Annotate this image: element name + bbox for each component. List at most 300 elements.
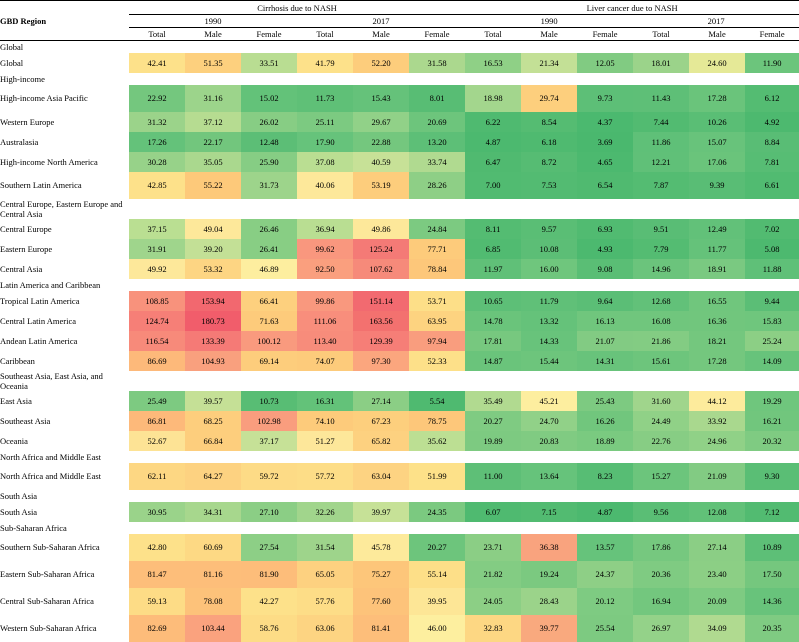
heatmap-cell: 20.83 <box>521 431 577 451</box>
heatmap-cell: 14.36 <box>745 588 799 615</box>
heatmap-cell: 21.86 <box>633 331 689 351</box>
heatmap-cell: 5.54 <box>409 391 465 411</box>
heatmap-cell: 24.35 <box>409 502 465 522</box>
heatmap-cell: 16.55 <box>689 291 745 311</box>
region-label: High-income North America <box>0 156 98 167</box>
table-row <box>0 259 799 279</box>
heatmap-cell: 21.07 <box>577 331 633 351</box>
heatmap-cell: 33.74 <box>409 152 465 172</box>
heatmap-cell: 45.21 <box>521 391 577 411</box>
heatmap-cell: 6.22 <box>465 112 521 132</box>
heatmap-cell: 23.40 <box>689 561 745 588</box>
heatmap-cell: 12.05 <box>577 53 633 73</box>
heatmap-cell: 78.75 <box>409 411 465 431</box>
heatmap-cell: 25.24 <box>745 331 799 351</box>
heatmap-cell: 153.94 <box>185 291 241 311</box>
table-row <box>0 588 799 615</box>
heatmap-cell: 20.09 <box>689 588 745 615</box>
heatmap-cell: 63.95 <box>409 311 465 331</box>
group-row-filler <box>129 451 799 463</box>
heatmap-cell: 124.74 <box>129 311 185 331</box>
heatmap-cell: 12.08 <box>689 502 745 522</box>
table-group-row <box>0 522 799 534</box>
heatmap-cell: 14.78 <box>465 311 521 331</box>
heatmap-cell: 7.15 <box>521 502 577 522</box>
heatmap-cell: 35.05 <box>185 152 241 172</box>
heatmap-cell: 116.54 <box>129 331 185 351</box>
heatmap-cell: 63.04 <box>353 463 409 490</box>
group-label: Southeast Asia, East Asia, and Oceania <box>0 370 103 391</box>
heatmap-cell: 108.85 <box>129 291 185 311</box>
heatmap-cell: 66.41 <box>241 291 297 311</box>
heatmap-cell: 7.02 <box>745 219 799 239</box>
heatmap-cell: 17.06 <box>689 152 745 172</box>
heatmap-cell: 16.21 <box>745 411 799 431</box>
table-group-row <box>0 199 799 219</box>
group-label: High-income <box>0 73 45 84</box>
header-sex-7: Male <box>521 28 577 41</box>
heatmap-cell: 6.47 <box>465 152 521 172</box>
heatmap-cell: 8.01 <box>409 85 465 112</box>
heatmap-cell: 23.71 <box>465 534 521 561</box>
heatmap-cell: 20.69 <box>409 112 465 132</box>
heatmap-cell: 18.91 <box>689 259 745 279</box>
heatmap-cell: 81.41 <box>353 615 409 642</box>
header-liver-cancer-nash: Liver cancer due to NASH <box>465 1 799 15</box>
heatmap-cell: 8.23 <box>577 463 633 490</box>
heatmap-cell: 17.81 <box>465 331 521 351</box>
heatmap-cell: 133.39 <box>185 331 241 351</box>
header-sex-4: Male <box>353 28 409 41</box>
heatmap-cell: 82.69 <box>129 615 185 642</box>
header-region-col: GBD Region <box>0 1 129 41</box>
heatmap-cell: 16.00 <box>521 259 577 279</box>
heatmap-cell: 16.26 <box>577 411 633 431</box>
heatmap-cell: 31.58 <box>409 53 465 73</box>
heatmap-cell: 9.51 <box>633 219 689 239</box>
heatmap-cell: 64.27 <box>185 463 241 490</box>
heatmap-cell: 39.57 <box>185 391 241 411</box>
heatmap-cell: 11.77 <box>689 239 745 259</box>
group-row-filler <box>129 279 799 291</box>
heatmap-cell: 26.02 <box>241 112 297 132</box>
table-row <box>0 331 799 351</box>
heatmap-cell: 99.62 <box>297 239 353 259</box>
heatmap-cell: 8.72 <box>521 152 577 172</box>
heatmap-cell: 78.84 <box>409 259 465 279</box>
heatmap-cell: 11.97 <box>465 259 521 279</box>
heatmap-cell: 31.60 <box>633 391 689 411</box>
heatmap-cell: 31.54 <box>297 534 353 561</box>
heatmap-cell: 16.36 <box>689 311 745 331</box>
header-sex-2: Female <box>241 28 297 41</box>
heatmap-cell: 25.49 <box>129 391 185 411</box>
heatmap-cell: 12.48 <box>241 132 297 152</box>
heatmap-cell: 75.27 <box>353 561 409 588</box>
region-label: Global <box>0 57 24 68</box>
heatmap-cell: 31.91 <box>129 239 185 259</box>
heatmap-cell: 30.28 <box>129 152 185 172</box>
region-label: Central Asia <box>0 263 43 274</box>
heatmap-cell: 11.73 <box>297 85 353 112</box>
heatmap-cell: 10.26 <box>689 112 745 132</box>
table-row <box>0 311 799 331</box>
heatmap-cell: 100.12 <box>241 331 297 351</box>
heatmap-cell: 9.73 <box>577 85 633 112</box>
heatmap-cell: 37.08 <box>297 152 353 172</box>
heatmap-cell: 4.65 <box>577 152 633 172</box>
heatmap-cell: 28.43 <box>521 588 577 615</box>
table-header <box>0 1 799 41</box>
heatmap-cell: 9.44 <box>745 291 799 311</box>
region-label: Southern Latin America <box>0 180 82 190</box>
heatmap-cell: 4.37 <box>577 112 633 132</box>
region-label: Central Latin America <box>0 315 76 326</box>
heatmap-cell: 18.89 <box>577 431 633 451</box>
heatmap-cell: 5.08 <box>745 239 799 259</box>
table-row <box>0 615 799 642</box>
heatmap-cell: 31.16 <box>185 85 241 112</box>
region-label: Western Sub-Saharan Africa <box>0 623 97 633</box>
region-label: Central Sub-Saharan Africa <box>0 596 94 606</box>
heatmap-cell: 20.12 <box>577 588 633 615</box>
heatmap-cell: 24.49 <box>633 411 689 431</box>
heatmap-cell: 51.35 <box>185 53 241 73</box>
heatmap-cell: 37.15 <box>129 219 185 239</box>
heatmap-cell: 7.53 <box>521 172 577 199</box>
heatmap-cell: 11.86 <box>633 132 689 152</box>
heatmap-cell: 16.31 <box>297 391 353 411</box>
heatmap-cell: 30.95 <box>129 502 185 522</box>
heatmap-cell: 9.39 <box>689 172 745 199</box>
heatmap-cell: 9.57 <box>521 219 577 239</box>
heatmap-cell: 11.43 <box>633 85 689 112</box>
table-group-row <box>0 371 799 391</box>
table-row <box>0 502 799 522</box>
heatmap-cell: 14.96 <box>633 259 689 279</box>
heatmap-cell: 12.49 <box>689 219 745 239</box>
heatmap-cell: 11.79 <box>521 291 577 311</box>
heatmap-cell: 4.93 <box>577 239 633 259</box>
heatmap-cell: 42.41 <box>129 53 185 73</box>
heatmap-cell: 35.49 <box>465 391 521 411</box>
heatmap-cell: 42.80 <box>129 534 185 561</box>
heatmap-cell: 36.38 <box>521 534 577 561</box>
heatmap-cell: 25.90 <box>241 152 297 172</box>
region-label: Eastern Europe <box>0 243 53 254</box>
region-label: Andean Latin America <box>0 335 78 346</box>
table-row <box>0 411 799 431</box>
heatmap-cell: 7.12 <box>745 502 799 522</box>
heatmap-cell: 10.89 <box>745 534 799 561</box>
heatmap-cell: 26.46 <box>241 219 297 239</box>
heatmap-cell: 55.22 <box>185 172 241 199</box>
header-sex-0: Total <box>129 28 185 41</box>
heatmap-cell: 6.12 <box>745 85 799 112</box>
header-sex-8: Female <box>577 28 633 41</box>
group-row-filler <box>129 73 799 85</box>
heatmap-cell: 67.23 <box>353 411 409 431</box>
heatmap-cell: 99.86 <box>297 291 353 311</box>
heatmap-cell: 49.04 <box>185 219 241 239</box>
heatmap-cell: 21.09 <box>689 463 745 490</box>
heatmap-cell: 81.90 <box>241 561 297 588</box>
heatmap-cell: 49.86 <box>353 219 409 239</box>
heatmap-cell: 42.27 <box>241 588 297 615</box>
heatmap-cell: 36.94 <box>297 219 353 239</box>
heatmap-cell: 4.87 <box>577 502 633 522</box>
table-row <box>0 239 799 259</box>
heatmap-cell: 15.61 <box>633 351 689 371</box>
heatmap-cell: 125.24 <box>353 239 409 259</box>
heatmap-cell: 27.14 <box>353 391 409 411</box>
heatmap-cell: 31.73 <box>241 172 297 199</box>
region-label: Southern Sub-Saharan Africa <box>0 542 100 552</box>
heatmap-cell: 46.00 <box>409 615 465 642</box>
table-row <box>0 351 799 371</box>
region-label: Tropical Latin America <box>0 295 80 306</box>
heatmap-cell: 32.26 <box>297 502 353 522</box>
group-label: Global <box>0 41 24 52</box>
heatmap-cell: 8.84 <box>745 132 799 152</box>
heatmap-cell: 17.26 <box>129 132 185 152</box>
heatmap-cell: 15.27 <box>633 463 689 490</box>
heatmap-cell: 29.74 <box>521 85 577 112</box>
header-sex-5: Female <box>409 28 465 41</box>
heatmap-cell: 18.01 <box>633 53 689 73</box>
heatmap-cell: 25.11 <box>297 112 353 132</box>
header-row-disease <box>0 1 799 15</box>
group-row-filler <box>129 522 799 534</box>
table-row <box>0 291 799 311</box>
table-row <box>0 561 799 588</box>
heatmap-cell: 57.72 <box>297 463 353 490</box>
heatmap-cell: 68.25 <box>185 411 241 431</box>
region-label: East Asia <box>0 395 32 406</box>
table-row <box>0 53 799 73</box>
heatmap-cell: 9.08 <box>577 259 633 279</box>
heatmap-cell: 15.83 <box>745 311 799 331</box>
group-label: Sub-Saharan Africa <box>0 522 67 533</box>
table-row <box>0 463 799 490</box>
heatmap-cell: 51.99 <box>409 463 465 490</box>
heatmap-cell: 86.69 <box>129 351 185 371</box>
heatmap-cell: 24.70 <box>521 411 577 431</box>
heatmap-cell: 3.69 <box>577 132 633 152</box>
heatmap-cell: 102.98 <box>241 411 297 431</box>
heatmap-cell: 18.98 <box>465 85 521 112</box>
table-row <box>0 534 799 561</box>
heatmap-cell: 21.34 <box>521 53 577 73</box>
heatmap-cell: 9.30 <box>745 463 799 490</box>
heatmap-cell: 14.87 <box>465 351 521 371</box>
table-row <box>0 172 799 199</box>
heatmap-cell: 14.33 <box>521 331 577 351</box>
heatmap-cell: 77.71 <box>409 239 465 259</box>
table-group-row <box>0 41 799 53</box>
heatmap-cell: 24.96 <box>689 431 745 451</box>
heatmap-cell: 86.81 <box>129 411 185 431</box>
heatmap-cell: 74.10 <box>297 411 353 431</box>
heatmap-cell: 6.61 <box>745 172 799 199</box>
heatmap-cell: 52.33 <box>409 351 465 371</box>
heatmap-cell: 24.37 <box>577 561 633 588</box>
heatmap-cell: 32.83 <box>465 615 521 642</box>
heatmap-cell: 37.17 <box>241 431 297 451</box>
region-label: Western Europe <box>0 116 55 127</box>
heatmap-cell: 46.89 <box>241 259 297 279</box>
heatmap-cell: 31.32 <box>129 112 185 132</box>
heatmap-cell: 151.14 <box>353 291 409 311</box>
header-year-liver-2017: 2017 <box>633 15 799 28</box>
heatmap-cell: 7.44 <box>633 112 689 132</box>
heatmap-cell: 103.44 <box>185 615 241 642</box>
heatmap-cell: 20.32 <box>745 431 799 451</box>
group-row-filler <box>129 490 799 502</box>
table-row <box>0 152 799 172</box>
heatmap-cell: 10.73 <box>241 391 297 411</box>
heatmap-cell: 63.06 <box>297 615 353 642</box>
heatmap-cell: 4.92 <box>745 112 799 132</box>
heatmap-cell: 12.21 <box>633 152 689 172</box>
heatmap-cell: 45.78 <box>353 534 409 561</box>
heatmap-cell: 8.54 <box>521 112 577 132</box>
header-sex-3: Total <box>297 28 353 41</box>
heatmap-cell: 25.43 <box>577 391 633 411</box>
heatmap-cell: 40.06 <box>297 172 353 199</box>
header-year-liver-1990: 1990 <box>465 15 633 28</box>
heatmap-cell: 97.30 <box>353 351 409 371</box>
heatmap-cell: 20.36 <box>633 561 689 588</box>
heatmap-cell: 39.20 <box>185 239 241 259</box>
heatmap-cell: 74.07 <box>297 351 353 371</box>
group-label: Central Europe, Eastern Europe and Central Asia <box>0 198 123 219</box>
heatmap-cell: 8.11 <box>465 219 521 239</box>
heatmap-cell: 77.60 <box>353 588 409 615</box>
heatmap-cell: 12.68 <box>633 291 689 311</box>
heatmap-cell: 55.14 <box>409 561 465 588</box>
heatmap-cell: 26.97 <box>633 615 689 642</box>
heatmap-cell: 16.94 <box>633 588 689 615</box>
heatmap-cell: 53.32 <box>185 259 241 279</box>
header-cirrhosis-nash: Cirrhosis due to NASH <box>129 1 465 15</box>
heatmap-cell: 180.73 <box>185 311 241 331</box>
region-label: Australasia <box>0 136 39 147</box>
heatmap-cell: 107.62 <box>353 259 409 279</box>
header-sex-1: Male <box>185 28 241 41</box>
heatmap-cell: 37.12 <box>185 112 241 132</box>
header-sex-6: Total <box>465 28 521 41</box>
heatmap-cell: 22.76 <box>633 431 689 451</box>
heatmap-cell: 7.00 <box>465 172 521 199</box>
heatmap-cell: 14.09 <box>745 351 799 371</box>
region-label: North Africa and Middle East <box>0 471 102 481</box>
heatmap-cell: 41.79 <box>297 53 353 73</box>
header-year-cirrhosis-1990: 1990 <box>129 15 297 28</box>
heatmap-cell: 20.27 <box>409 534 465 561</box>
heatmap-cell: 78.08 <box>185 588 241 615</box>
heatmap-cell: 92.50 <box>297 259 353 279</box>
heatmap-cell: 17.86 <box>633 534 689 561</box>
heatmap-cell: 15.44 <box>521 351 577 371</box>
table-row <box>0 112 799 132</box>
heatmap-cell: 97.94 <box>409 331 465 351</box>
table-row <box>0 431 799 451</box>
heatmap-cell: 28.26 <box>409 172 465 199</box>
heatmap-cell: 17.50 <box>745 561 799 588</box>
table-group-row <box>0 490 799 502</box>
heatmap-cell: 17.90 <box>297 132 353 152</box>
group-label: South Asia <box>0 490 38 501</box>
group-row-filler <box>129 41 799 53</box>
table-group-row <box>0 279 799 291</box>
table-group-row <box>0 451 799 463</box>
heatmap-cell: 13.32 <box>521 311 577 331</box>
heatmap-cell: 7.79 <box>633 239 689 259</box>
heatmap-cell: 6.18 <box>521 132 577 152</box>
heatmap-cell: 22.88 <box>353 132 409 152</box>
heatmap-cell: 19.89 <box>465 431 521 451</box>
heatmap-cell: 60.69 <box>185 534 241 561</box>
heatmap-cell: 163.56 <box>353 311 409 331</box>
heatmap-cell: 17.28 <box>689 351 745 371</box>
group-label: Latin America and Caribbean <box>0 279 101 290</box>
heatmap-cell: 29.67 <box>353 112 409 132</box>
heatmap-cell: 39.97 <box>353 502 409 522</box>
heatmap-cell: 51.27 <box>297 431 353 451</box>
heatmap-cell: 58.76 <box>241 615 297 642</box>
heatmap-cell: 111.06 <box>297 311 353 331</box>
heatmap-cell: 104.93 <box>185 351 241 371</box>
heatmap-cell: 4.87 <box>465 132 521 152</box>
group-label: North Africa and Middle East <box>0 451 102 462</box>
group-row-filler <box>129 371 799 391</box>
heatmap-cell: 17.28 <box>689 85 745 112</box>
heatmap-cell: 52.20 <box>353 53 409 73</box>
heatmap-cell: 11.88 <box>745 259 799 279</box>
region-label: Southeast Asia <box>0 415 51 426</box>
heatmap-cell: 27.10 <box>241 502 297 522</box>
heatmap-cell: 42.85 <box>129 172 185 199</box>
heatmap-cell: 13.20 <box>409 132 465 152</box>
heatmap-cell: 13.57 <box>577 534 633 561</box>
heatmap-cell: 24.84 <box>409 219 465 239</box>
heatmap-cell: 62.11 <box>129 463 185 490</box>
heatmap-cell: 27.14 <box>689 534 745 561</box>
heatmap-cell: 25.54 <box>577 615 633 642</box>
heatmap-cell: 113.40 <box>297 331 353 351</box>
heatmap-cell: 16.53 <box>465 53 521 73</box>
heatmap-cell: 6.85 <box>465 239 521 259</box>
heatmap-cell: 59.72 <box>241 463 297 490</box>
heatmap-cell: 20.35 <box>745 615 799 642</box>
group-row-filler <box>129 199 799 219</box>
heatmap-cell: 7.81 <box>745 152 799 172</box>
table-row <box>0 391 799 411</box>
heatmap-cell: 19.24 <box>521 561 577 588</box>
heatmap-cell: 6.54 <box>577 172 633 199</box>
table-group-row <box>0 73 799 85</box>
heatmap-cell: 69.14 <box>241 351 297 371</box>
header-sex-11: Female <box>745 28 799 41</box>
heatmap-cell: 81.47 <box>129 561 185 588</box>
heatmap-cell: 20.27 <box>465 411 521 431</box>
heatmap-cell: 9.64 <box>577 291 633 311</box>
heatmap-cell: 10.65 <box>465 291 521 311</box>
heatmap-cell: 57.76 <box>297 588 353 615</box>
heatmap-cell: 18.21 <box>689 331 745 351</box>
heatmap-cell: 33.51 <box>241 53 297 73</box>
